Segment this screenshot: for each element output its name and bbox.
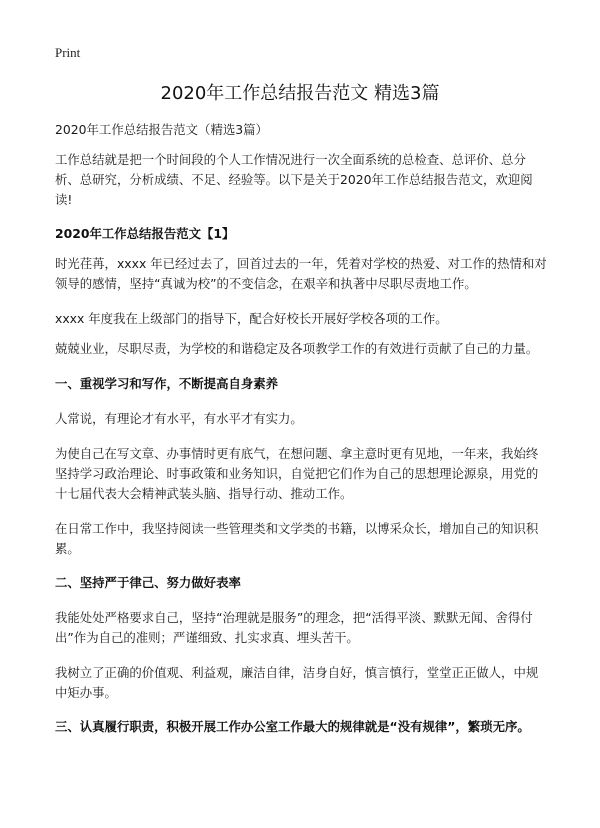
paragraph-1: 时光荏苒，xxxx 年已经过去了，回首过去的一年，凭着对学校的热爱、对工作的热情和对领导的感情，坚持“真诚为校”的不变信念，在艰辛和执著中尽职尽责地工作。 — [55, 256, 547, 291]
paragraph-3: 兢兢业业，尽职尽责，为学校的和谐稳定及各项教学工作的有效进行贡献了自己的力量。 — [55, 341, 539, 356]
section-heading-2: 二、坚持严于律己、努力做好表率 — [55, 575, 241, 590]
paragraph-8: 我树立了正确的价值观、利益观，廉洁自律，洁身自好，慎言慎行，堂堂正正做人，中规中矩办事。 — [55, 665, 539, 700]
document-body — [55, 120, 547, 737]
section-heading-1: 一、重视学习和写作，不断提高自身素养 — [55, 376, 279, 391]
paragraph-2: xxxx 年度我在上级部门的指导下，配合好校长开展好学校各项的工作。 — [55, 311, 448, 326]
intro-paragraph: 工作总结就是把一个时间段的个人工作情况进行一次全面系统的总检查、总评价、总分析、总研究，分析成绩、不足、经验等。以下是关于2020年工作总结报告范文，欢迎阅读! — [55, 152, 533, 207]
document-subtitle: 2020年工作总结报告范文（精选3篇） — [55, 122, 268, 137]
section-heading-3: 三、认真履行职责，积极开展工作办公室工作最大的规律就是“没有规律”，繁琐无序。 — [55, 719, 530, 734]
paragraph-5: 为使自己在写文章、办事情时更有底气，在想问题、拿主意时更有见地，一年来，我始终坚持学习政治理论、时事政策和业务知识，自觉把它们作为自己的思想理论源泉，用党的十七届代表大会精神武装头脑、指导行动、推动工作。 — [55, 446, 539, 501]
document-title: 2020年工作总结报告范文 精选3篇 — [160, 83, 440, 104]
paragraph-7: 我能处处严格要求自己，坚持“治理就是服务”的理念，把“活得平淡、默默无闻、舍得付出”作为自己的准则；严谨细致、扎实求真、埋头苦干。 — [55, 610, 533, 645]
print-link[interactable]: Print — [55, 45, 81, 60]
paragraph-6: 在日常工作中，我坚持阅读一些管理类和文学类的书籍，以博采众长，增加自己的知识积累。 — [55, 521, 539, 556]
article-heading-1: 2020年工作总结报告范文【1】 — [55, 226, 235, 241]
paragraph-4: 人常说，有理论才有水平，有水平才有实力。 — [55, 411, 303, 426]
